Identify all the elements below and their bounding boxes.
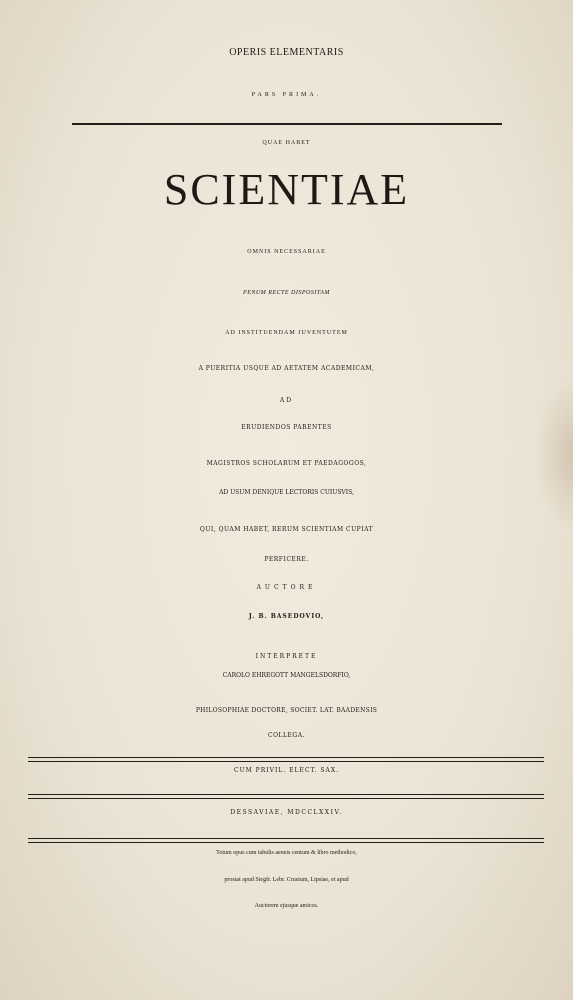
translator-collega: COLLEGA. xyxy=(268,732,305,739)
author-label: AUCTORE xyxy=(256,584,317,591)
translator-name: CAROLO EHREGOTT MANGELSDORFIO, xyxy=(222,672,351,679)
rule-privilege-top-2 xyxy=(28,761,544,762)
subtitle-a-pueritia: A PUERITIA USQUE AD AETATEM ACADEMICAM, xyxy=(198,365,375,372)
sale-note-line-2: prostat apud Siegfr. Lebr. Crusium, Lipsiae, et apud xyxy=(224,877,349,883)
subtitle-erudiendos: ERUDIENDOS PARENTES xyxy=(241,424,332,431)
imprint-line: DESSAVIAE, MDCCLXXIV. xyxy=(230,809,343,816)
subtitle-ad-instituendam: AD INSTITUENDAM JUVENTUTEM xyxy=(225,330,348,336)
rule-imprint-bottom-1 xyxy=(28,838,544,839)
subtitle-magistros: MAGISTROS SCHOLARUM ET PAEDAGOGOS, xyxy=(206,460,367,467)
rule-imprint-top-2 xyxy=(28,798,544,799)
sale-note-line-3: Auctorem ejusque amicos. xyxy=(254,903,319,909)
sale-note-line-1: Totum opus cum tabulis aeneis centum & libro methodico, xyxy=(216,850,357,856)
translator-title: PHILOSOPHIAE DOCTORE, SOCIET. LAT. BAADENSIS xyxy=(195,707,378,714)
part-label: PARS PRIMA. xyxy=(251,92,322,98)
author-name: J. B. BASEDOVIO, xyxy=(248,613,325,620)
privilege-line: CUM PRIVIL. ELECT. SAX. xyxy=(233,767,340,774)
rule-imprint-top-1 xyxy=(28,794,544,795)
subtitle-ad: AD xyxy=(279,397,294,404)
series-title: OPERIS ELEMENTARIS xyxy=(229,47,344,58)
rule-top xyxy=(72,123,502,125)
subtitle-quae-habet: QUAE HABET xyxy=(262,140,311,146)
translator-label: INTERPRETE xyxy=(255,653,318,660)
rule-privilege-top-1 xyxy=(28,757,544,758)
rule-imprint-bottom-2 xyxy=(28,842,544,843)
main-title: SCIENTIAE xyxy=(163,165,410,214)
subtitle-qui-quam: QUI, QUAM HABET, RERUM SCIENTIAM CUPIAT xyxy=(199,526,374,533)
subtitle-penum: PENUM RECTE DISPOSITAM xyxy=(243,290,330,296)
subtitle-perficere: PERFICERE. xyxy=(264,556,309,563)
subtitle-omnis: OMNIS NECESSARIAE xyxy=(247,249,326,255)
subtitle-ad-usum: AD USUM DENIQUE LECTORIS CUIUSVIS, xyxy=(219,489,354,496)
